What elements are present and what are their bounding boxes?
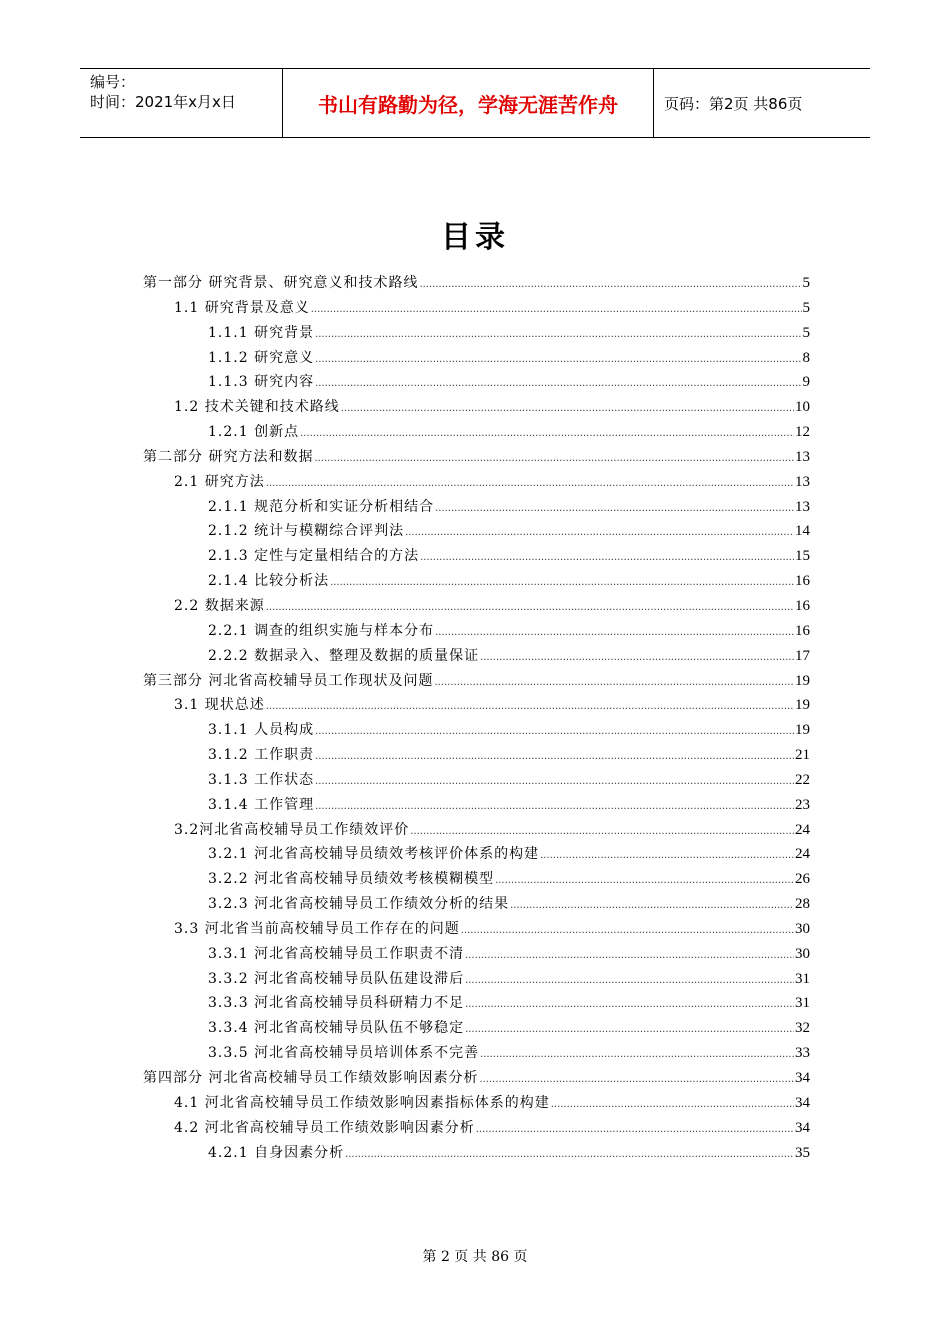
toc-entry[interactable] [143, 321, 810, 346]
toc-entry[interactable] [143, 967, 810, 992]
toc-entry-label: 3.3.1 河北省高校辅导员工作职责不清 [208, 945, 465, 962]
toc-entry-label: 1.1.3 研究内容 [208, 374, 315, 391]
toc-entry-label: 第四部分 河北省高校辅导员工作绩效影响因素分析 [143, 1070, 479, 1086]
toc-leader-dots [479, 1068, 794, 1093]
toc-leader-dots [315, 795, 794, 820]
toc-entry[interactable] [143, 544, 810, 569]
toc-entry[interactable] [143, 793, 810, 818]
date-label: 时间：2021年x月x日 [90, 93, 236, 111]
toc-entry[interactable] [143, 470, 810, 495]
toc-leader-dots [551, 1093, 794, 1118]
toc-entry-page: 13 [795, 498, 810, 515]
toc-entry-label: 2.2.1 调查的组织实施与样本分布 [208, 622, 435, 639]
toc-leader-dots [410, 820, 794, 845]
toc-entry-page: 5 [802, 299, 810, 316]
toc-entry-label: 1.2.1 创新点 [208, 424, 300, 441]
serial-label: 编号： [90, 73, 136, 91]
toc-leader-dots [540, 844, 794, 869]
toc-entry-label: 4.2.1 自身因素分析 [208, 1144, 345, 1161]
toc-entry-label: 3.2.3 河北省高校辅导员工作绩效分析的结果 [208, 896, 510, 913]
toc-leader-dots [314, 447, 794, 472]
toc-entry-page: 28 [795, 896, 810, 913]
toc-leader-dots [435, 621, 794, 646]
toc-entry-page: 32 [795, 1020, 810, 1037]
toc-leader-dots [480, 646, 794, 671]
toc-entry[interactable] [143, 991, 810, 1016]
toc-entry[interactable] [143, 1116, 810, 1141]
toc-entry-page: 24 [795, 846, 810, 863]
toc-entry-page: 19 [795, 672, 810, 689]
toc-leader-dots [419, 273, 801, 298]
toc-leader-dots [405, 521, 794, 546]
toc-entry-label: 3.1.3 工作状态 [208, 771, 315, 788]
toc-entry[interactable] [143, 569, 810, 594]
toc-entry[interactable] [143, 917, 810, 942]
toc-entry[interactable] [143, 495, 810, 520]
toc-entry-label: 3.1.1 人员构成 [208, 722, 315, 739]
toc-entry-label: 第一部分 研究背景、研究意义和技术路线 [143, 275, 419, 291]
toc-entry-page: 16 [795, 597, 810, 614]
toc-entry[interactable] [143, 1041, 810, 1066]
toc-leader-dots [434, 671, 794, 696]
toc-entry-label: 3.3.2 河北省高校辅导员队伍建设滞后 [208, 970, 465, 987]
toc-entry-page: 8 [802, 349, 810, 366]
toc-entry-label: 2.1 研究方法 [174, 473, 265, 490]
toc-entry-label: 3.3.3 河北省高校辅导员科研精力不足 [208, 995, 465, 1012]
toc-leader-dots [345, 1143, 794, 1168]
toc-entry-label: 3.2.2 河北省高校辅导员绩效考核模糊模型 [208, 871, 495, 888]
toc-leader-dots [465, 944, 794, 969]
toc-entry[interactable] [143, 743, 810, 768]
toc-leader-dots [435, 497, 794, 522]
toc-entry[interactable] [143, 1066, 810, 1091]
toc-leader-dots [461, 919, 794, 944]
toc-entry-label: 3.1 现状总述 [174, 697, 265, 714]
toc-entry-page: 13 [795, 448, 810, 465]
toc-entry-page: 19 [795, 722, 810, 739]
toc-entry[interactable] [143, 594, 810, 619]
toc-entry-label: 4.1 河北省高校辅导员工作绩效影响因素指标体系的构建 [174, 1094, 550, 1111]
toc-leader-dots [495, 869, 794, 894]
toc-leader-dots [311, 298, 802, 323]
toc-entry-page: 17 [795, 647, 810, 664]
toc-leader-dots [300, 422, 794, 447]
toc-entry[interactable] [143, 718, 810, 743]
toc-entry-page: 22 [795, 771, 810, 788]
toc-entry-label: 1.2 技术关键和技术路线 [174, 399, 340, 416]
toc-entry-page: 10 [795, 399, 810, 416]
toc-entry-page: 31 [795, 970, 810, 987]
toc-entry-label: 3.2.1 河北省高校辅导员绩效考核评价体系的构建 [208, 846, 540, 863]
toc-entry-page: 31 [795, 995, 810, 1012]
toc-entry[interactable] [143, 271, 810, 296]
toc-leader-dots [330, 571, 794, 596]
toc-entry-page: 23 [795, 796, 810, 813]
toc-entry[interactable] [143, 296, 810, 321]
toc-entry-label: 2.2.2 数据录入、整理及数据的质量保证 [208, 647, 480, 664]
header-page-info: 页码：第2页 共86页 [664, 94, 803, 113]
toc-entry-page: 15 [795, 548, 810, 565]
toc-entry-page: 34 [795, 1119, 810, 1136]
toc-entry-label: 3.3 河北省当前高校辅导员工作存在的问题 [174, 920, 460, 937]
toc-leader-dots [315, 372, 801, 397]
toc-entry-label: 2.2 数据来源 [174, 597, 265, 614]
toc-leader-dots [266, 472, 794, 497]
toc-leader-dots [480, 1043, 794, 1068]
toc-leader-dots [315, 348, 801, 373]
toc-entry-page: 14 [795, 523, 810, 540]
toc-entry[interactable] [143, 842, 810, 867]
page-footer: 第 2 页 共 86 页 [422, 1249, 528, 1265]
toc-entry-label: 3.2河北省高校辅导员工作绩效评价 [174, 821, 410, 838]
toc-entry[interactable] [143, 892, 810, 917]
toc-entry-label: 第二部分 研究方法和数据 [143, 448, 314, 465]
toc-entry-label: 3.3.4 河北省高校辅导员队伍不够稳定 [208, 1020, 465, 1037]
toc-entry-page: 33 [795, 1045, 810, 1062]
toc-entry-page: 19 [795, 697, 810, 714]
toc-entry-label: 2.1.2 统计与模糊综合评判法 [208, 523, 405, 540]
toc-entry[interactable] [143, 693, 810, 718]
toc-entry-page: 24 [795, 821, 810, 838]
toc-entry-label: 1.1 研究背景及意义 [174, 299, 310, 316]
toc-entry[interactable] [143, 867, 810, 892]
toc-entry-page: 5 [802, 275, 810, 291]
toc-leader-dots [341, 397, 794, 422]
toc-leader-dots [510, 894, 794, 919]
toc-entry-page: 34 [795, 1094, 810, 1111]
toc-entry[interactable] [143, 395, 810, 420]
toc-entry-page: 26 [795, 871, 810, 888]
page-header [80, 68, 870, 138]
toc-leader-dots [315, 720, 794, 745]
toc-entry-page: 12 [795, 424, 810, 441]
toc-entry[interactable] [143, 768, 810, 793]
toc-entry-label: 第三部分 河北省高校辅导员工作现状及问题 [143, 672, 434, 689]
toc-entry[interactable] [143, 644, 810, 669]
toc-leader-dots [266, 596, 794, 621]
toc-entry-page: 30 [795, 945, 810, 962]
toc-entry-label: 2.1.4 比较分析法 [208, 573, 330, 590]
toc-entry[interactable] [143, 818, 810, 843]
page-title: 目录 [441, 220, 509, 255]
toc-entry-label: 2.1.1 规范分析和实证分析相结合 [208, 498, 435, 515]
toc-entry-page: 34 [795, 1070, 810, 1086]
toc-leader-dots [315, 323, 801, 348]
toc-entry[interactable] [143, 445, 810, 470]
toc-leader-dots [315, 745, 794, 770]
toc-leader-dots [420, 546, 794, 571]
toc-entry[interactable] [143, 942, 810, 967]
header-left-cell [80, 69, 282, 137]
toc-entry[interactable] [143, 619, 810, 644]
toc-leader-dots [266, 695, 794, 720]
toc-entry-page: 35 [795, 1144, 810, 1161]
toc-entry[interactable] [143, 1016, 810, 1041]
toc-entry-label: 4.2 河北省高校辅导员工作绩效影响因素分析 [174, 1119, 475, 1136]
toc-entry-page: 16 [795, 573, 810, 590]
toc-entry-page: 16 [795, 622, 810, 639]
toc-entry[interactable] [143, 370, 810, 395]
toc-entry-page: 13 [795, 473, 810, 490]
toc-entry-label: 2.1.3 定性与定量相结合的方法 [208, 548, 420, 565]
toc-entry-page: 30 [795, 920, 810, 937]
toc-entry-label: 1.1.2 研究意义 [208, 349, 315, 366]
toc-leader-dots [465, 969, 794, 994]
toc-leader-dots [315, 770, 794, 795]
toc-entry-label: 3.1.2 工作职责 [208, 747, 315, 764]
toc-entry[interactable] [143, 346, 810, 371]
toc-entry-label: 1.1.1 研究背景 [208, 324, 315, 341]
toc-entry-page: 9 [802, 374, 810, 391]
toc-entry[interactable] [143, 1091, 810, 1116]
toc-entry[interactable] [143, 1141, 810, 1166]
table-of-contents [143, 271, 810, 1165]
toc-entry[interactable] [143, 519, 810, 544]
toc-leader-dots [476, 1118, 794, 1143]
toc-entry-page: 5 [802, 324, 810, 341]
toc-entry-label: 3.1.4 工作管理 [208, 796, 315, 813]
toc-leader-dots [465, 993, 794, 1018]
toc-leader-dots [465, 1018, 794, 1043]
toc-entry-label: 3.3.5 河北省高校辅导员培训体系不完善 [208, 1045, 480, 1062]
toc-entry-page: 21 [795, 747, 810, 764]
header-motto: 书山有路勤为径，学海无涯苦作舟 [282, 69, 654, 137]
toc-entry[interactable] [143, 669, 810, 694]
toc-entry[interactable] [143, 420, 810, 445]
